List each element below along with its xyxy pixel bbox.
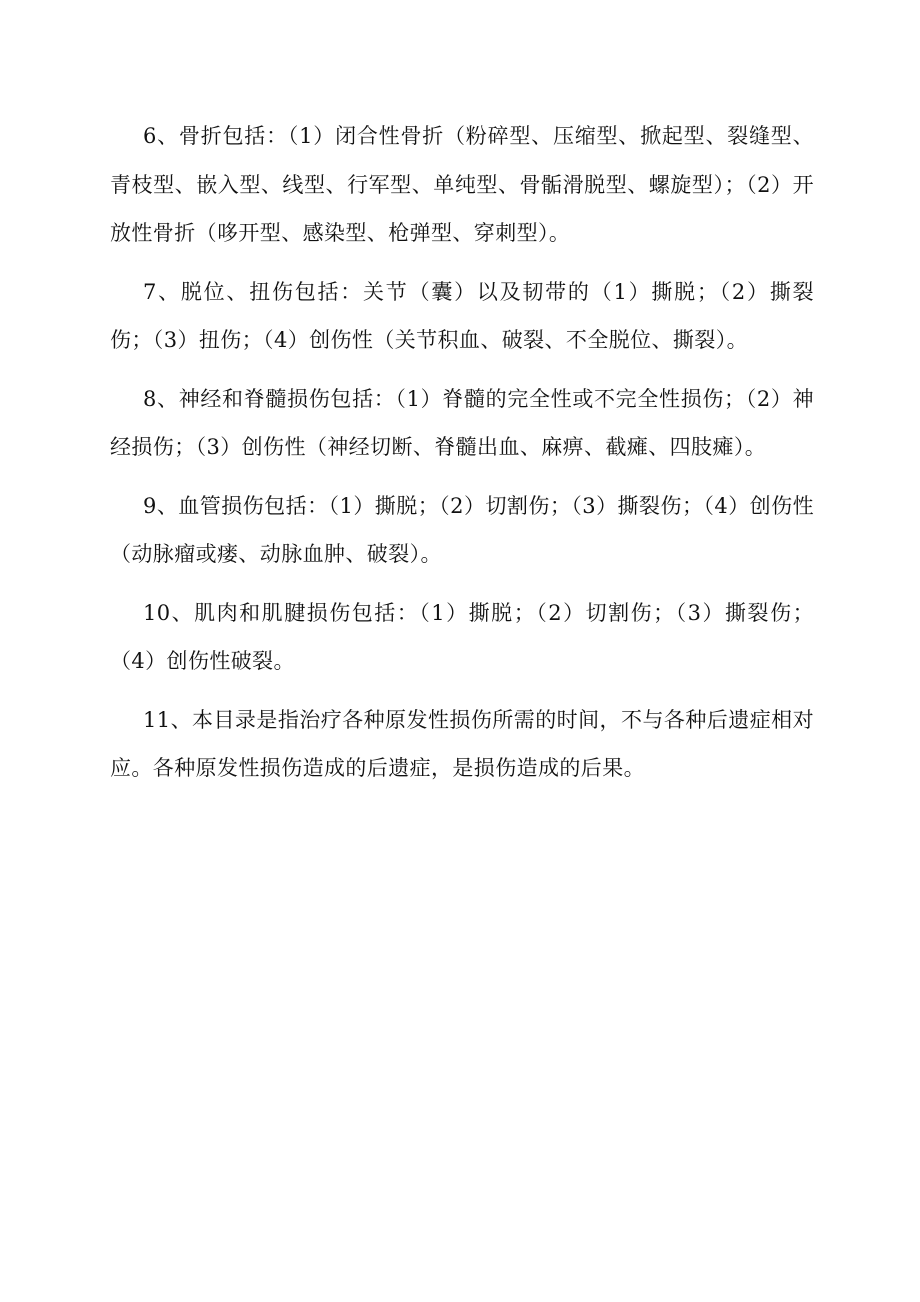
- paragraph-muscle-tendon: 10、肌肉和肌腱损伤包括：（1）撕脱；（2）切割伤；（3）撕裂伤；（4）创伤性破裂。: [110, 600, 814, 673]
- document-body: [110, 112, 814, 803]
- paragraph-nerve-spinal-cord: 8、神经和脊髓损伤包括：（1）脊髓的完全性或不完全性损伤；（2）神经损伤；（3）创伤性（神经切断、脊髓出血、麻痹、截瘫、四肢瘫）。: [110, 386, 814, 459]
- paragraph-dislocation-sprain: 7、脱位、扭伤包括：关节（囊）以及韧带的（1）撕脱；（2）撕裂伤；（3）扭伤；（4）创伤性（关节积血、破裂、不全脱位、撕裂）。: [110, 279, 814, 352]
- paragraph-vascular: 9、血管损伤包括：（1）撕脱；（2）切割伤；（3）撕裂伤；（4）创伤性（动脉瘤或瘘、动脉血肿、破裂）。: [110, 493, 814, 566]
- paragraph-catalog-note: 11、本目录是指治疗各种原发性损伤所需的时间，不与各种后遗症相对应。各种原发性损伤造成的后遗症，是损伤造成的后果。: [110, 707, 814, 780]
- paragraph-fracture: 6、骨折包括：（1）闭合性骨折（粉碎型、压缩型、掀起型、裂缝型、青枝型、嵌入型、线型、行军型、单纯型、骨骺滑脱型、螺旋型）；（2）开放性骨折（哆开型、感染型、枪弹型、穿刺型）。: [110, 124, 814, 245]
